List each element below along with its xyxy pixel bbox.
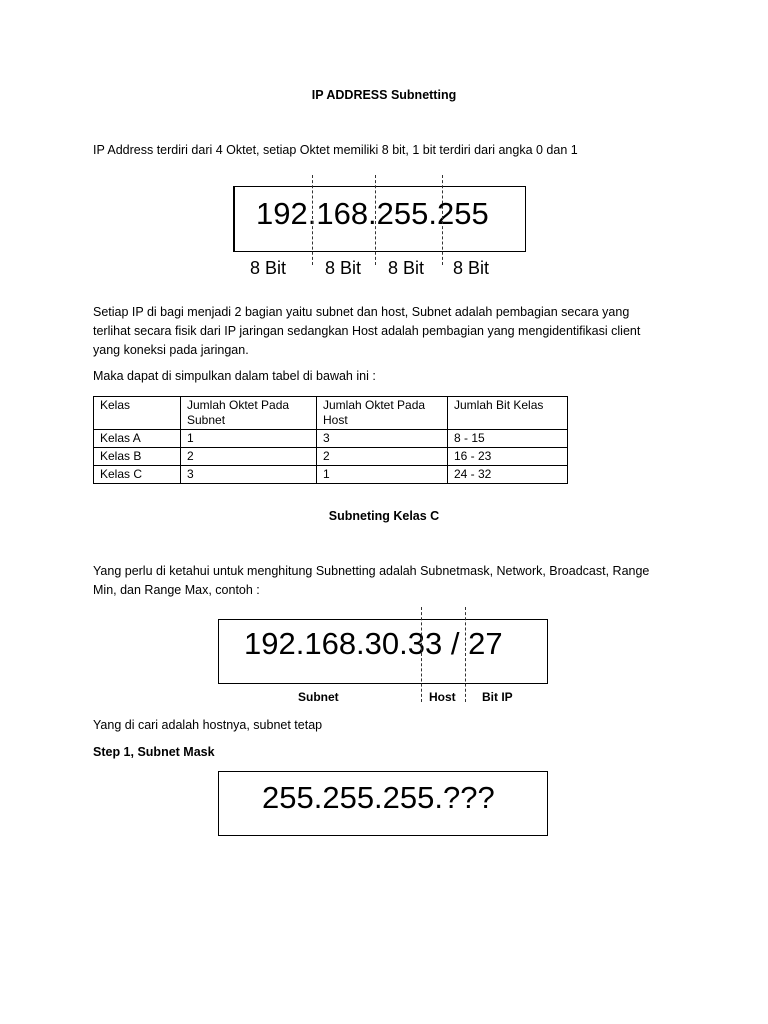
host-divider-right (465, 607, 466, 702)
paragraph-line: Yang perlu di ketahui untuk menghitung Subnetting adalah Subnetmask, Network, Broadcast, Range (93, 564, 650, 578)
subnet-mask-value: 255.255.255.??? (262, 780, 495, 815)
table-header-cell: Jumlah Oktet Pada Subnet (181, 397, 317, 430)
paragraph-line: yang koneksi pada jaringan. (93, 343, 249, 357)
table-row (94, 430, 568, 448)
table-cell: 3 (181, 466, 317, 484)
table-cell: Kelas B (94, 448, 181, 466)
kelas-table (93, 396, 568, 484)
table-cell: 16 - 23 (448, 448, 568, 466)
host-label: Host (429, 690, 456, 704)
table-cell: 2 (181, 448, 317, 466)
table-cell: 1 (317, 466, 448, 484)
paragraph-line: Min, dan Range Max, contoh : (93, 583, 260, 597)
ip-cidr-example: 192.168.30.33 / 27 (244, 626, 503, 661)
table-header-cell: Jumlah Oktet Pada Host (317, 397, 448, 430)
cari-text: Yang di cari adalah hostnya, subnet tetap (93, 718, 323, 732)
table-header-row (94, 397, 568, 430)
page-title: IP ADDRESS Subnetting (311, 88, 457, 102)
table-cell: 2 (317, 448, 448, 466)
bit-ip-label: Bit IP (482, 690, 513, 704)
table-cell: Kelas C (94, 466, 181, 484)
bit-label-3: 8 Bit (388, 258, 425, 278)
table-header-cell: Kelas (94, 397, 181, 430)
octet-divider-2 (375, 175, 376, 265)
table-cell: 1 (181, 430, 317, 448)
table-cell: Kelas A (94, 430, 181, 448)
subnet-label: Subnet (298, 690, 339, 704)
section-subtitle: Subneting Kelas C (328, 509, 440, 523)
bit-label-2: 8 Bit (325, 258, 362, 278)
table-header-cell: Jumlah Bit Kelas (448, 397, 568, 430)
subnetting-paragraph (93, 562, 649, 600)
paragraph-line: terlihat secara fisik dari IP jaringan sedangkan Host adalah pembagian yang mengidentifikasi client (93, 324, 641, 338)
octet-divider-3 (442, 175, 443, 265)
bit-label-4: 8 Bit (453, 258, 490, 278)
intro-paragraph: IP Address terdiri dari 4 Oktet, setiap Oktet memiliki 8 bit, 1 bit terdiri dari angka 0 dan 1 (93, 143, 578, 157)
paragraph-line: Setiap IP di bagi menjadi 2 bagian yaitu subnet dan host, Subnet adalah pembagian secara yang (93, 305, 630, 319)
table-cell: 24 - 32 (448, 466, 568, 484)
table-row (94, 448, 568, 466)
host-divider-left (421, 607, 422, 702)
table-cell: 3 (317, 430, 448, 448)
bit-label-1: 8 Bit (250, 258, 287, 278)
step1-heading: Step 1, Subnet Mask (93, 745, 215, 759)
ip-address-example: 192.168.255.255 (256, 196, 489, 231)
table-cell: 8 - 15 (448, 430, 568, 448)
subnet-host-paragraph (93, 303, 640, 360)
table-row (94, 466, 568, 484)
table-intro: Maka dapat di simpulkan dalam tabel di bawah ini : (93, 369, 376, 383)
octet-divider-1 (312, 175, 313, 265)
